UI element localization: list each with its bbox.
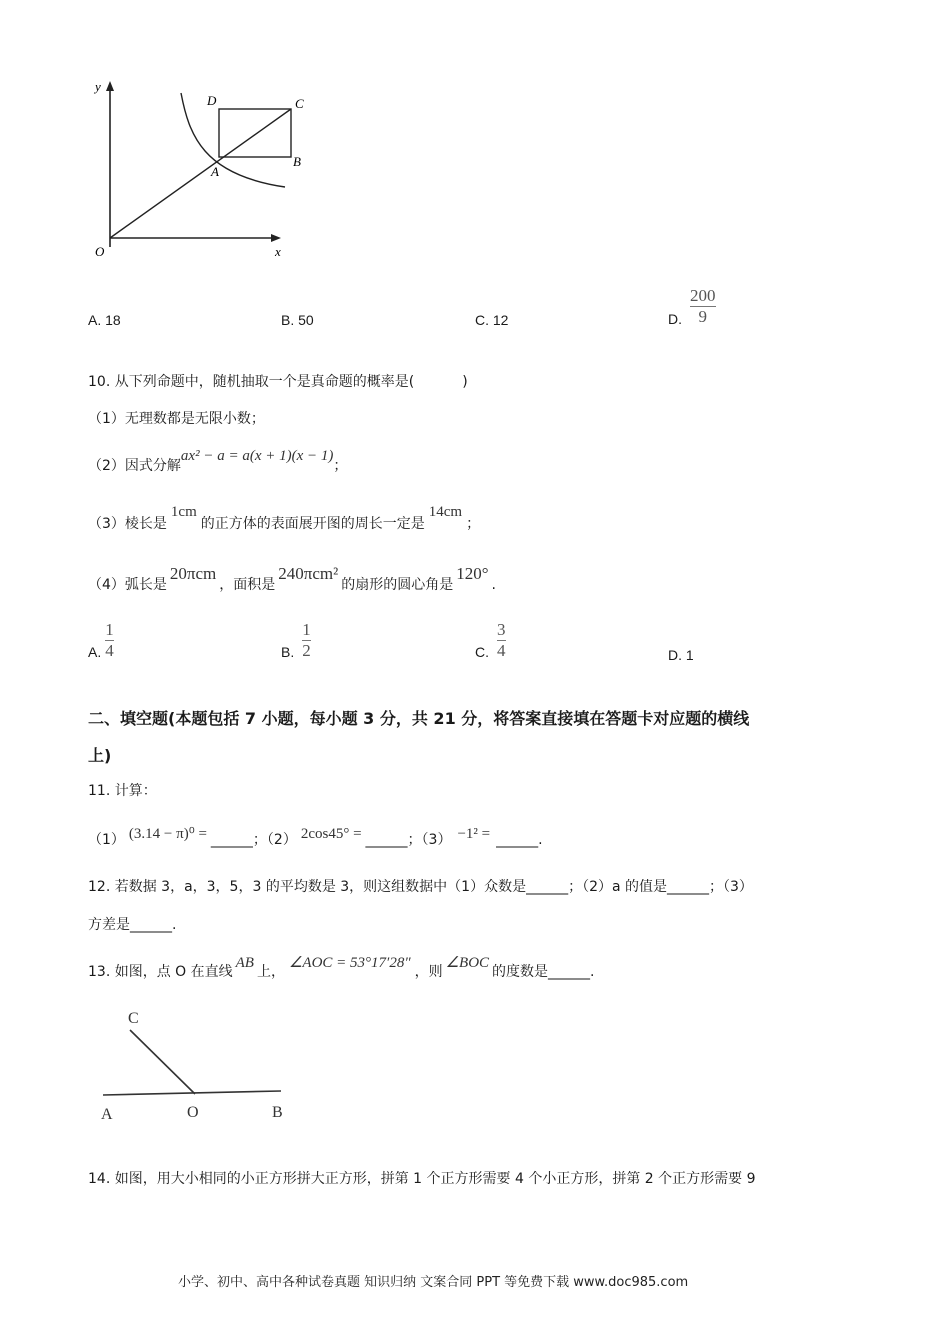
- q11-p1-label: （1）: [88, 832, 125, 848]
- q10-a-prefix: A.: [88, 644, 102, 660]
- q10-p4-math3: 120°: [456, 564, 489, 583]
- q10-p3-mid: 的正方体的表面展开图的周长一定是: [200, 516, 425, 532]
- q10-proposition-3: [88, 504, 481, 533]
- q10-stem: [88, 371, 468, 391]
- q10-p4-math1: 20πcm: [169, 564, 217, 583]
- q10-b-den: 2: [302, 640, 311, 660]
- q13-math2: ∠AOC = 53°17′28″: [288, 955, 411, 971]
- q10-p3-math2: 14cm: [428, 504, 463, 520]
- q10-a-den: 4: [105, 640, 114, 660]
- origin-label: O: [95, 244, 105, 259]
- q10-p3-math1: 1cm: [170, 504, 197, 520]
- q10-p2-math: ax² − a = a(x + 1)(x − 1): [180, 448, 334, 464]
- point-a-label: A: [211, 164, 219, 179]
- line-oc: [110, 109, 291, 238]
- q9-d-denominator: 9: [698, 306, 707, 326]
- y-axis-arrow: [106, 81, 114, 91]
- q13-prefix: 13. 如图，点 O 在直线: [88, 964, 233, 980]
- q11-p1-math: (3.14 − π)⁰ =: [128, 826, 207, 842]
- q10-proposition-2: [88, 448, 348, 475]
- q10-stem-close: ): [462, 374, 468, 390]
- q10-p4-mid2: 的扇形的圆心角是: [341, 577, 454, 593]
- q11-p3-math: −1² =: [457, 826, 491, 842]
- coordinate-figure: [85, 75, 304, 265]
- q10-p4-suffix: .: [491, 577, 496, 593]
- x-label: x: [275, 244, 281, 259]
- hyperbola-curve: [181, 93, 285, 187]
- fig2-label-b: B: [272, 1104, 283, 1121]
- fig2-label-a: A: [101, 1106, 113, 1123]
- q10-p3-prefix: （3）棱长是: [88, 516, 167, 532]
- q10-p2-suffix: ；: [333, 458, 348, 474]
- q10-p3-suffix: ；: [466, 516, 481, 532]
- q9-option-a: A. 18: [88, 312, 121, 328]
- q13-math1: AB: [235, 955, 254, 971]
- section-2-heading-line1: 二、填空题(本题包括 7 小题，每小题 3 分，共 21 分，将答案直接填在答题卡对应题的横线: [88, 709, 750, 728]
- q13-mid1: 上，: [256, 964, 285, 980]
- q10-option-d: D. 1: [668, 647, 694, 663]
- y-label: y: [95, 79, 101, 94]
- q10-b-fraction: [302, 621, 311, 660]
- q11-p3-label: ；（3）: [407, 832, 452, 848]
- q10-a-fraction: [105, 621, 114, 660]
- q10-b-prefix: B.: [281, 644, 295, 660]
- angle-figure: [95, 1003, 295, 1128]
- q12-line1: 12. 若数据 3，a，3，5，3 的平均数是 3，则这组数据中（1）众数是______；（2）a 的值是______；（3）: [88, 879, 753, 895]
- q9-option-c: C. 12: [475, 312, 509, 328]
- point-b-label: B: [293, 154, 301, 169]
- q11-parts: [88, 826, 543, 849]
- q9-option-b: B. 50: [281, 312, 314, 328]
- fig2-label-c: C: [128, 1010, 139, 1027]
- q13-stem: [88, 955, 595, 981]
- q10-c-den: 4: [497, 640, 506, 660]
- q10-c-prefix: C.: [475, 644, 489, 660]
- q11-stem: 11. 计算：: [88, 783, 157, 799]
- q14-text: 14. 如图，用大小相同的小正方形拼大正方形，拼第 1 个正方形需要 4 个小正方形，拼第 2 个正方形需要 9: [88, 1171, 756, 1187]
- q11-p2-blank: ______: [365, 832, 408, 848]
- q9-option-d: [668, 285, 716, 327]
- fig2-label-o: O: [187, 1104, 199, 1121]
- page-footer: 小学、初中、高中各种试卷真题 知识归纳 文案合同 PPT 等免费下载 www.doc985.com: [178, 1275, 689, 1290]
- q12-line2: 方差是______.: [88, 917, 177, 933]
- q10-a-num: 1: [105, 619, 114, 639]
- q13-math3: ∠BOC: [445, 955, 490, 971]
- q10-p2-prefix: （2）因式分解: [88, 458, 181, 474]
- q10-option-c: [475, 620, 506, 660]
- q10-c-num: 3: [497, 619, 506, 639]
- q13-suffix: 的度数是______.: [492, 964, 595, 980]
- q10-c-fraction: [497, 621, 506, 660]
- q9-option-d-prefix: D.: [668, 311, 682, 327]
- point-c-label: C: [295, 96, 304, 111]
- q10-p4-prefix: （4）弧长是: [88, 577, 167, 593]
- q10-option-b: [281, 620, 311, 660]
- point-d-label: D: [207, 93, 217, 108]
- q11-p2-math: 2cos45° =: [300, 826, 362, 842]
- q10-b-num: 1: [302, 619, 311, 639]
- x-axis-arrow: [271, 234, 281, 242]
- q10-stem-text: 10. 从下列命题中，随机抽取一个是真命题的概率是(: [88, 374, 415, 390]
- q9-option-d-fraction: [690, 287, 716, 326]
- q11-p3-blank: ______.: [496, 832, 543, 848]
- q11-p1-blank: ______: [210, 832, 253, 848]
- q10-p4-math2: 240πcm²: [278, 564, 339, 583]
- q13-mid2: ，则: [414, 964, 443, 980]
- section-2-heading-line2: 上): [88, 746, 112, 765]
- q11-p2-label: ；（2）: [252, 832, 297, 848]
- q9-d-numerator: 200: [690, 285, 716, 305]
- q10-option-a: [88, 620, 114, 660]
- q10-proposition-1: （1）无理数都是无限小数；: [88, 411, 265, 427]
- ray-oc: [130, 1030, 195, 1094]
- q10-p4-mid1: ，面积是: [219, 577, 276, 593]
- q10-proposition-4: [88, 564, 496, 594]
